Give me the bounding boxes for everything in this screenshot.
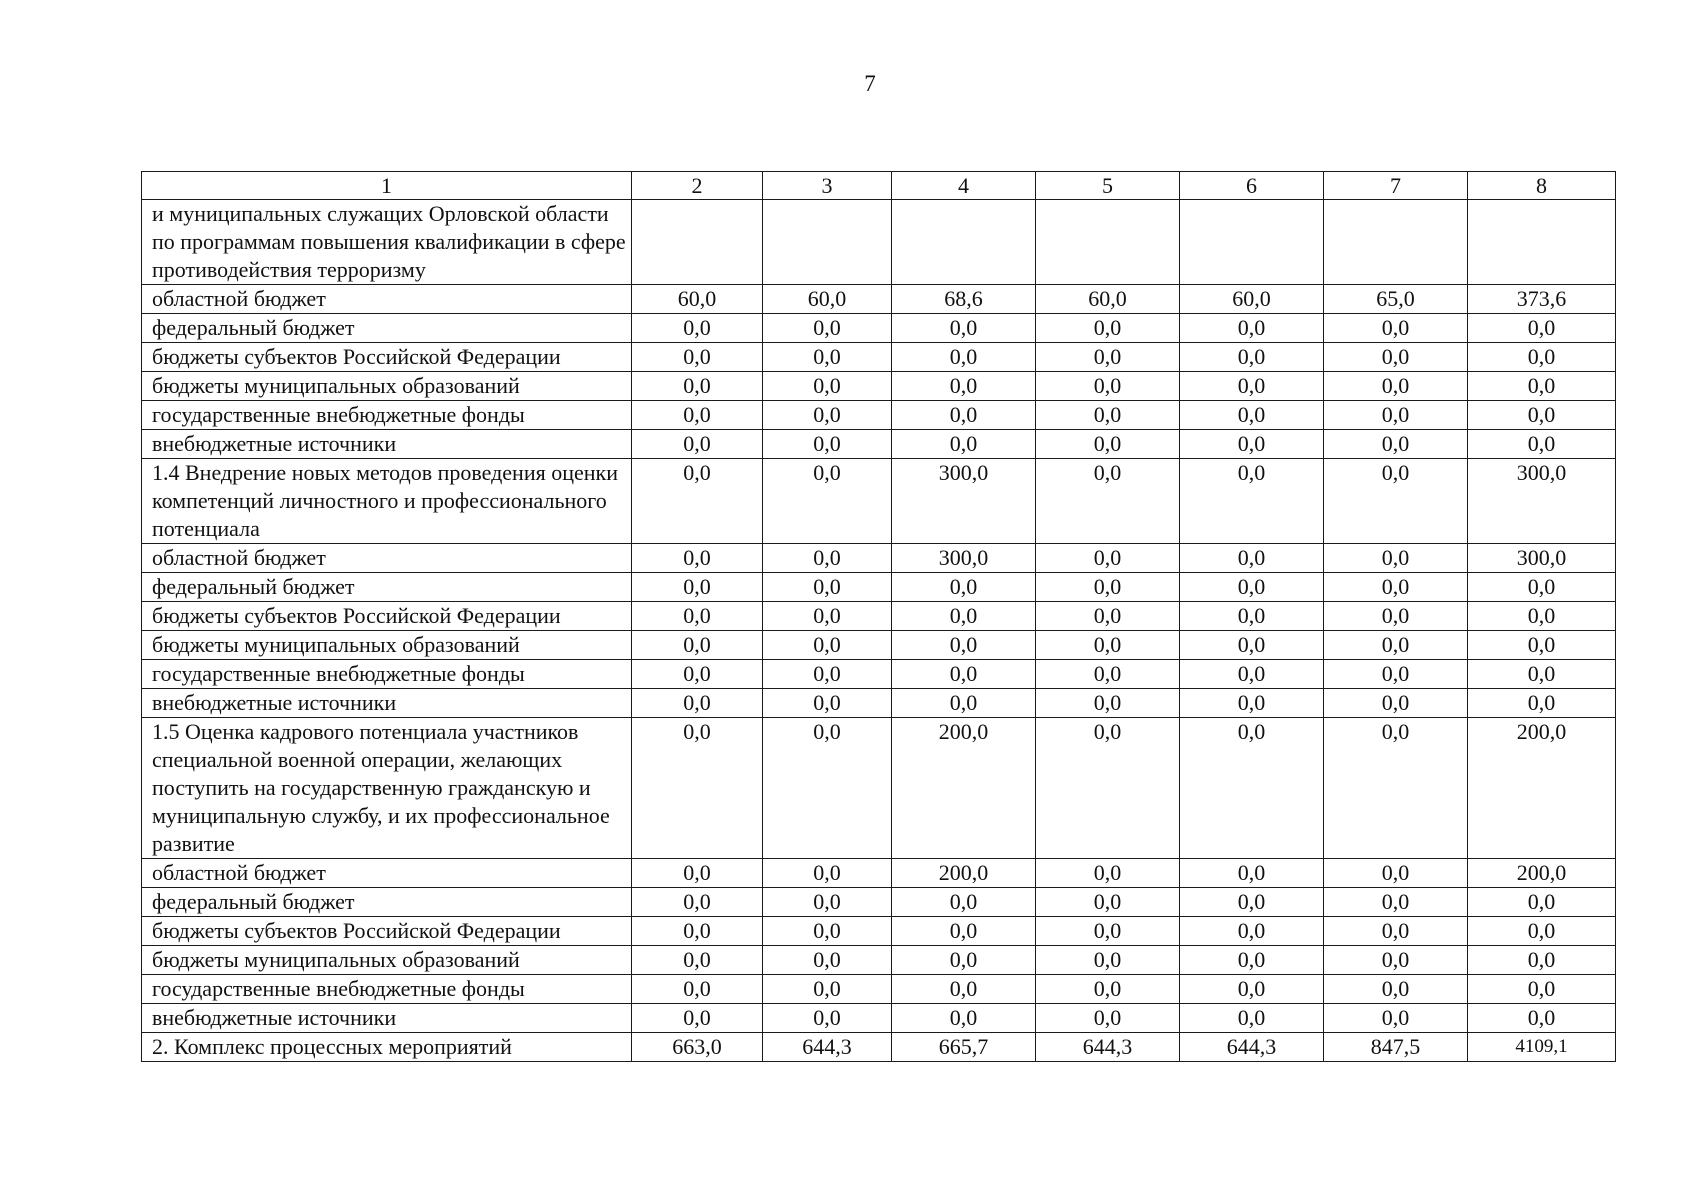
value-cell: 0,0 (632, 372, 763, 401)
value-cell: 0,0 (1468, 343, 1616, 372)
value-cell: 0,0 (1468, 631, 1616, 660)
value-cell: 0,0 (1468, 1004, 1616, 1033)
value-cell: 65,0 (1324, 285, 1468, 314)
column-header: 1 (142, 172, 632, 200)
table-row (142, 459, 1616, 544)
value-cell: 0,0 (892, 343, 1036, 372)
value-cell: 0,0 (1468, 573, 1616, 602)
value-cell: 0,0 (763, 372, 892, 401)
row-label: и муниципальных служащих Орловской области по программам повышения квалификации в сфере противодействия терроризму (142, 200, 632, 285)
table-row (142, 917, 1616, 946)
value-cell: 0,0 (1468, 975, 1616, 1004)
value-cell: 0,0 (892, 660, 1036, 689)
value-cell: 0,0 (763, 718, 892, 859)
value-cell: 0,0 (1036, 544, 1180, 573)
value-cell: 0,0 (1324, 343, 1468, 372)
value-cell: 0,0 (1036, 689, 1180, 718)
row-label: государственные внебюджетные фонды (142, 401, 632, 430)
value-cell: 0,0 (1036, 859, 1180, 888)
table-body (142, 200, 1616, 1062)
value-cell: 0,0 (1324, 430, 1468, 459)
value-cell (1468, 200, 1616, 285)
value-cell: 4109,1 (1468, 1033, 1616, 1062)
row-label: 1.4 Внедрение новых методов проведения оценки компетенций личностного и профессионального потенциала (142, 459, 632, 544)
row-label: областной бюджет (142, 544, 632, 573)
table-row (142, 544, 1616, 573)
budget-table (141, 171, 1616, 1062)
value-cell: 60,0 (763, 285, 892, 314)
value-cell: 0,0 (763, 888, 892, 917)
row-label: 2. Комплекс процессных мероприятий (142, 1033, 632, 1062)
value-cell: 0,0 (1036, 459, 1180, 544)
value-cell: 0,0 (763, 975, 892, 1004)
value-cell: 0,0 (1036, 660, 1180, 689)
column-header: 5 (1036, 172, 1180, 200)
value-cell: 0,0 (1180, 401, 1324, 430)
table-row (142, 401, 1616, 430)
value-cell: 644,3 (1036, 1033, 1180, 1062)
value-cell: 0,0 (763, 430, 892, 459)
column-header: 2 (632, 172, 763, 200)
column-header: 6 (1180, 172, 1324, 200)
row-label: государственные внебюджетные фонды (142, 660, 632, 689)
row-label: бюджеты субъектов Российской Федерации (142, 917, 632, 946)
value-cell: 0,0 (1180, 430, 1324, 459)
row-label: областной бюджет (142, 285, 632, 314)
value-cell: 0,0 (632, 917, 763, 946)
value-cell: 0,0 (1180, 343, 1324, 372)
value-cell: 0,0 (763, 544, 892, 573)
column-header: 8 (1468, 172, 1616, 200)
value-cell: 0,0 (892, 372, 1036, 401)
value-cell: 0,0 (632, 946, 763, 975)
value-cell: 300,0 (892, 459, 1036, 544)
value-cell: 0,0 (1468, 372, 1616, 401)
row-label: федеральный бюджет (142, 888, 632, 917)
value-cell: 200,0 (892, 859, 1036, 888)
value-cell: 0,0 (1180, 602, 1324, 631)
value-cell: 0,0 (1036, 975, 1180, 1004)
value-cell: 0,0 (1324, 888, 1468, 917)
value-cell: 0,0 (1180, 631, 1324, 660)
value-cell: 0,0 (763, 631, 892, 660)
value-cell: 300,0 (1468, 459, 1616, 544)
value-cell: 0,0 (763, 459, 892, 544)
row-label: бюджеты муниципальных образований (142, 631, 632, 660)
value-cell: 0,0 (892, 573, 1036, 602)
value-cell: 200,0 (1468, 859, 1616, 888)
value-cell: 0,0 (1468, 888, 1616, 917)
value-cell: 300,0 (1468, 544, 1616, 573)
value-cell: 0,0 (892, 314, 1036, 343)
value-cell: 644,3 (1180, 1033, 1324, 1062)
value-cell: 0,0 (632, 631, 763, 660)
value-cell: 0,0 (763, 1004, 892, 1033)
value-cell: 0,0 (763, 401, 892, 430)
value-cell: 0,0 (1324, 660, 1468, 689)
value-cell: 0,0 (1180, 946, 1324, 975)
value-cell: 0,0 (892, 631, 1036, 660)
value-cell: 0,0 (1468, 660, 1616, 689)
column-header: 3 (763, 172, 892, 200)
value-cell: 0,0 (1324, 718, 1468, 859)
value-cell: 0,0 (632, 602, 763, 631)
value-cell: 0,0 (632, 544, 763, 573)
value-cell: 0,0 (1180, 917, 1324, 946)
table-row (142, 602, 1616, 631)
column-header: 4 (892, 172, 1036, 200)
value-cell: 0,0 (892, 1004, 1036, 1033)
value-cell: 0,0 (1180, 975, 1324, 1004)
value-cell: 0,0 (892, 946, 1036, 975)
value-cell: 0,0 (892, 917, 1036, 946)
row-label: федеральный бюджет (142, 314, 632, 343)
row-label: бюджеты муниципальных образований (142, 372, 632, 401)
value-cell: 0,0 (632, 660, 763, 689)
value-cell: 0,0 (892, 430, 1036, 459)
table-row (142, 1033, 1616, 1062)
value-cell (763, 200, 892, 285)
value-cell: 0,0 (632, 430, 763, 459)
value-cell: 0,0 (1036, 343, 1180, 372)
table-row (142, 372, 1616, 401)
value-cell: 847,5 (1324, 1033, 1468, 1062)
value-cell: 0,0 (632, 573, 763, 602)
value-cell: 0,0 (1180, 459, 1324, 544)
value-cell (892, 200, 1036, 285)
value-cell: 0,0 (1324, 602, 1468, 631)
value-cell: 0,0 (1468, 314, 1616, 343)
value-cell: 0,0 (632, 718, 763, 859)
table-row (142, 573, 1616, 602)
table-row (142, 859, 1616, 888)
table-row (142, 314, 1616, 343)
value-cell (1324, 200, 1468, 285)
row-label: федеральный бюджет (142, 573, 632, 602)
value-cell: 0,0 (763, 343, 892, 372)
value-cell: 0,0 (1036, 946, 1180, 975)
table-row (142, 718, 1616, 859)
value-cell: 0,0 (1036, 314, 1180, 343)
value-cell: 0,0 (1468, 430, 1616, 459)
table-row (142, 946, 1616, 975)
value-cell: 0,0 (763, 573, 892, 602)
value-cell: 0,0 (1324, 459, 1468, 544)
value-cell: 373,6 (1468, 285, 1616, 314)
table-header (142, 172, 1616, 200)
value-cell: 0,0 (1468, 602, 1616, 631)
value-cell: 0,0 (1036, 372, 1180, 401)
row-label: 1.5 Оценка кадрового потенциала участников специальной военной операции, желающих поступить на государственную гражданскую и муниципальную службу, и их профессиональное развитие (142, 718, 632, 859)
value-cell: 0,0 (1180, 544, 1324, 573)
row-label: государственные внебюджетные фонды (142, 975, 632, 1004)
value-cell: 663,0 (632, 1033, 763, 1062)
value-cell: 0,0 (892, 888, 1036, 917)
value-cell: 0,0 (1324, 1004, 1468, 1033)
value-cell: 0,0 (1036, 602, 1180, 631)
value-cell: 0,0 (1324, 975, 1468, 1004)
value-cell (1180, 200, 1324, 285)
row-label: областной бюджет (142, 859, 632, 888)
row-label: внебюджетные источники (142, 689, 632, 718)
table-row (142, 1004, 1616, 1033)
table-row (142, 200, 1616, 285)
value-cell: 0,0 (1324, 689, 1468, 718)
value-cell: 60,0 (1036, 285, 1180, 314)
value-cell: 0,0 (892, 975, 1036, 1004)
value-cell: 0,0 (763, 946, 892, 975)
value-cell: 0,0 (1180, 718, 1324, 859)
value-cell: 0,0 (632, 1004, 763, 1033)
header-row (142, 172, 1616, 200)
value-cell: 0,0 (632, 343, 763, 372)
row-label: бюджеты субъектов Российской Федерации (142, 343, 632, 372)
value-cell: 0,0 (632, 314, 763, 343)
table-row (142, 888, 1616, 917)
value-cell: 0,0 (763, 314, 892, 343)
value-cell: 0,0 (1324, 372, 1468, 401)
value-cell: 60,0 (632, 285, 763, 314)
value-cell: 0,0 (1324, 946, 1468, 975)
value-cell: 0,0 (1180, 314, 1324, 343)
row-label: внебюджетные источники (142, 1004, 632, 1033)
value-cell: 0,0 (1036, 401, 1180, 430)
value-cell: 60,0 (1180, 285, 1324, 314)
table-row (142, 285, 1616, 314)
value-cell: 0,0 (1324, 859, 1468, 888)
value-cell: 0,0 (1324, 917, 1468, 946)
row-label: бюджеты муниципальных образований (142, 946, 632, 975)
table-row (142, 631, 1616, 660)
value-cell: 0,0 (1180, 1004, 1324, 1033)
value-cell: 0,0 (1324, 631, 1468, 660)
page-number: 7 (864, 71, 876, 96)
value-cell: 0,0 (632, 975, 763, 1004)
value-cell: 0,0 (892, 689, 1036, 718)
value-cell: 0,0 (1468, 689, 1616, 718)
value-cell (632, 200, 763, 285)
value-cell: 0,0 (1036, 888, 1180, 917)
value-cell: 0,0 (1180, 372, 1324, 401)
value-cell: 0,0 (1036, 1004, 1180, 1033)
value-cell: 0,0 (1468, 401, 1616, 430)
value-cell: 0,0 (1324, 544, 1468, 573)
value-cell: 0,0 (1036, 718, 1180, 859)
value-cell: 0,0 (1180, 573, 1324, 602)
value-cell: 665,7 (892, 1033, 1036, 1062)
value-cell: 200,0 (1468, 718, 1616, 859)
value-cell: 0,0 (1180, 859, 1324, 888)
value-cell (1036, 200, 1180, 285)
value-cell: 68,6 (892, 285, 1036, 314)
value-cell: 0,0 (632, 689, 763, 718)
value-cell: 0,0 (763, 689, 892, 718)
value-cell: 0,0 (632, 459, 763, 544)
value-cell: 0,0 (892, 401, 1036, 430)
value-cell: 644,3 (763, 1033, 892, 1062)
value-cell: 200,0 (892, 718, 1036, 859)
value-cell: 0,0 (632, 859, 763, 888)
value-cell: 0,0 (1468, 946, 1616, 975)
table-row (142, 975, 1616, 1004)
value-cell: 0,0 (1324, 401, 1468, 430)
value-cell: 0,0 (763, 917, 892, 946)
table-row (142, 689, 1616, 718)
value-cell: 0,0 (1180, 888, 1324, 917)
table-row (142, 343, 1616, 372)
table-row (142, 430, 1616, 459)
value-cell: 0,0 (1036, 430, 1180, 459)
value-cell: 0,0 (892, 602, 1036, 631)
value-cell: 0,0 (1180, 689, 1324, 718)
row-label: внебюджетные источники (142, 430, 632, 459)
value-cell: 0,0 (632, 888, 763, 917)
value-cell: 0,0 (1468, 917, 1616, 946)
value-cell: 0,0 (1036, 573, 1180, 602)
value-cell: 0,0 (1180, 660, 1324, 689)
value-cell: 0,0 (1036, 917, 1180, 946)
value-cell: 0,0 (1036, 631, 1180, 660)
value-cell: 0,0 (1324, 314, 1468, 343)
value-cell: 0,0 (632, 401, 763, 430)
table-row (142, 660, 1616, 689)
value-cell: 0,0 (763, 660, 892, 689)
value-cell: 300,0 (892, 544, 1036, 573)
value-cell: 0,0 (763, 602, 892, 631)
value-cell: 0,0 (1324, 573, 1468, 602)
column-header: 7 (1324, 172, 1468, 200)
row-label: бюджеты субъектов Российской Федерации (142, 602, 632, 631)
value-cell: 0,0 (763, 859, 892, 888)
